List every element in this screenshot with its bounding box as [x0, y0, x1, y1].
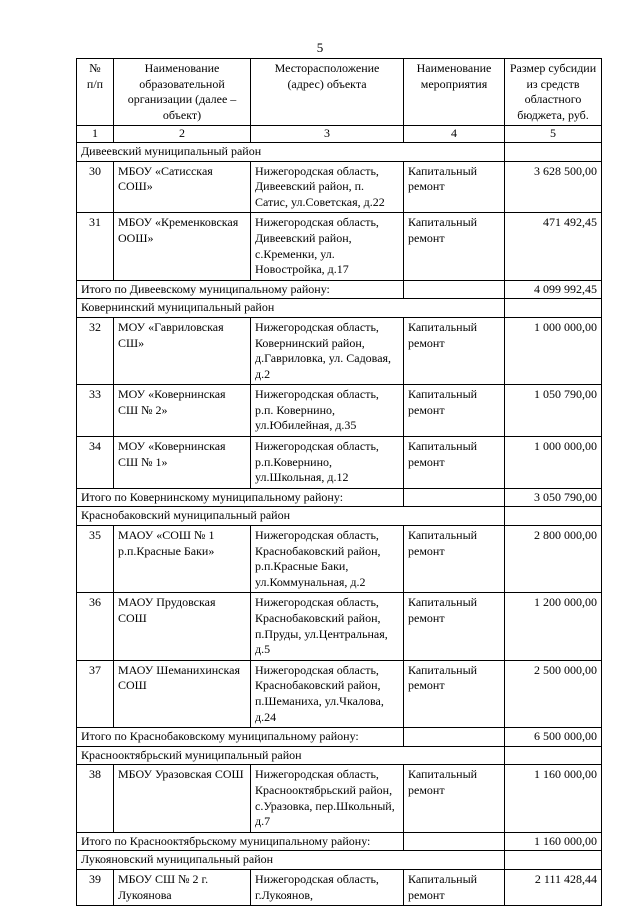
column-number: 2 — [114, 126, 251, 143]
address: Нижегородская область, Краснобаковский район, п.Шеманиха, ул.Чкалова, д.24 — [251, 660, 404, 727]
organization-name: МОУ «Гавриловская СШ» — [114, 317, 251, 384]
event-name: Капитальный ремонт — [404, 437, 505, 489]
subsidy-amount: 2 500 000,00 — [505, 660, 602, 727]
subsidy-amount: 1 000 000,00 — [505, 437, 602, 489]
column-number: 1 — [77, 126, 114, 143]
total-amount: 6 500 000,00 — [505, 728, 602, 747]
event-name: Капитальный ремонт — [404, 660, 505, 727]
column-number: 3 — [251, 126, 404, 143]
table-row — [77, 660, 602, 727]
total-label: Итого по Краснооктябрьскому муниципальному району: — [77, 832, 404, 851]
table-row — [77, 317, 602, 384]
region-row — [77, 746, 602, 765]
total-label: Итого по Ковернинскому муниципальному району: — [77, 488, 404, 507]
page-number: 5 — [316, 40, 324, 55]
region-name: Ковернинский муниципальный район — [77, 299, 505, 318]
row-number: 35 — [77, 526, 114, 593]
organization-name: МАОУ Прудовская СОШ — [114, 593, 251, 660]
row-number: 32 — [77, 317, 114, 384]
organization-name: МАОУ «СОШ № 1 р.п.Красные Баки» — [114, 526, 251, 593]
total-label: Итого по Дивеевскому муниципальному району: — [77, 280, 404, 299]
row-number: 36 — [77, 593, 114, 660]
address: Нижегородская область, Краснобаковский район, р.п.Красные Баки, ул.Коммунальная, д.2 — [251, 526, 404, 593]
subsidy-table — [76, 58, 602, 906]
table-row — [77, 526, 602, 593]
total-amount: 1 160 000,00 — [505, 832, 602, 851]
organization-name: МБОУ Уразовская СОШ — [114, 765, 251, 832]
total-row — [77, 488, 602, 507]
subsidy-amount: 1 000 000,00 — [505, 317, 602, 384]
event-name: Капитальный ремонт — [404, 385, 505, 437]
header-subsidy: Размер субсидии из средств областного бюджета, руб. — [505, 59, 602, 126]
header-organization: Наименование образовательной организации (далее – объект) — [114, 59, 251, 126]
region-name: Лукояновский муниципальный район — [77, 851, 505, 870]
organization-name: МБОУ «Кременковская ООШ» — [114, 213, 251, 280]
subsidy-amount: 2 800 000,00 — [505, 526, 602, 593]
row-number: 37 — [77, 660, 114, 727]
address: Нижегородская область, г.Лукоянов, — [251, 869, 404, 905]
total-amount: 3 050 790,00 — [505, 488, 602, 507]
header-event: Наименование мероприятия — [404, 59, 505, 126]
row-number: 30 — [77, 161, 114, 213]
total-amount: 4 099 992,45 — [505, 280, 602, 299]
table-row — [77, 765, 602, 832]
address: Нижегородская область, р.п.Ковернино, ул.Школьная, д.12 — [251, 437, 404, 489]
event-name: Капитальный ремонт — [404, 161, 505, 213]
subsidy-amount: 2 111 428,44 — [505, 869, 602, 905]
table-row — [77, 213, 602, 280]
total-label: Итого по Краснобаковскому муниципальному району: — [77, 728, 404, 747]
organization-name: МБОУ СШ № 2 г. Лукоянова — [114, 869, 251, 905]
table-row — [77, 437, 602, 489]
event-name: Капитальный ремонт — [404, 213, 505, 280]
event-name: Капитальный ремонт — [404, 869, 505, 905]
subsidy-amount: 1 200 000,00 — [505, 593, 602, 660]
event-name: Капитальный ремонт — [404, 526, 505, 593]
subsidy-amount: 471 492,45 — [505, 213, 602, 280]
address: Нижегородская область, Ковернинский район, д.Гавриловка, ул. Садовая, д.2 — [251, 317, 404, 384]
row-number: 31 — [77, 213, 114, 280]
address: Нижегородская область, Краснобаковский район, п.Пруды, ул.Центральная, д.5 — [251, 593, 404, 660]
region-row — [77, 142, 602, 161]
subsidy-amount: 3 628 500,00 — [505, 161, 602, 213]
region-row — [77, 851, 602, 870]
total-row — [77, 728, 602, 747]
address: Нижегородская область, Дивеевский район, с.Кременки, ул. Новостройка, д.17 — [251, 213, 404, 280]
row-number: 34 — [77, 437, 114, 489]
region-row — [77, 507, 602, 526]
organization-name: МОУ «Ковернинская СШ № 2» — [114, 385, 251, 437]
address: Нижегородская область, р.п. Ковернино, ул.Юбилейная, д.35 — [251, 385, 404, 437]
subsidy-amount: 1 160 000,00 — [505, 765, 602, 832]
header-number: № п/п — [77, 59, 114, 126]
table-row — [77, 869, 602, 905]
subsidy-amount: 1 050 790,00 — [505, 385, 602, 437]
event-name: Капитальный ремонт — [404, 317, 505, 384]
address: Нижегородская область, Краснооктябрьский район, с.Уразовка, пер.Школьный, д.7 — [251, 765, 404, 832]
column-number: 5 — [505, 126, 602, 143]
region-name: Краснобаковский муниципальный район — [77, 507, 505, 526]
event-name: Капитальный ремонт — [404, 765, 505, 832]
table-row — [77, 161, 602, 213]
row-number: 38 — [77, 765, 114, 832]
total-row — [77, 280, 602, 299]
header-address: Месторасположение (адрес) объекта — [251, 59, 404, 126]
event-name: Капитальный ремонт — [404, 593, 505, 660]
organization-name: МБОУ «Сатисская СОШ» — [114, 161, 251, 213]
total-row — [77, 832, 602, 851]
address: Нижегородская область, Дивеевский район, п. Сатис, ул.Советская, д.22 — [251, 161, 404, 213]
organization-name: МАОУ Шеманихинская СОШ — [114, 660, 251, 727]
region-name: Краснооктябрьский муниципальный район — [77, 746, 505, 765]
table-row — [77, 593, 602, 660]
row-number: 39 — [77, 869, 114, 905]
organization-name: МОУ «Ковернинская СШ № 1» — [114, 437, 251, 489]
column-number-row — [77, 126, 602, 143]
row-number: 33 — [77, 385, 114, 437]
table-row — [77, 385, 602, 437]
region-row — [77, 299, 602, 318]
region-name: Дивеевский муниципальный район — [77, 142, 505, 161]
column-number: 4 — [404, 126, 505, 143]
header-row — [77, 59, 602, 126]
